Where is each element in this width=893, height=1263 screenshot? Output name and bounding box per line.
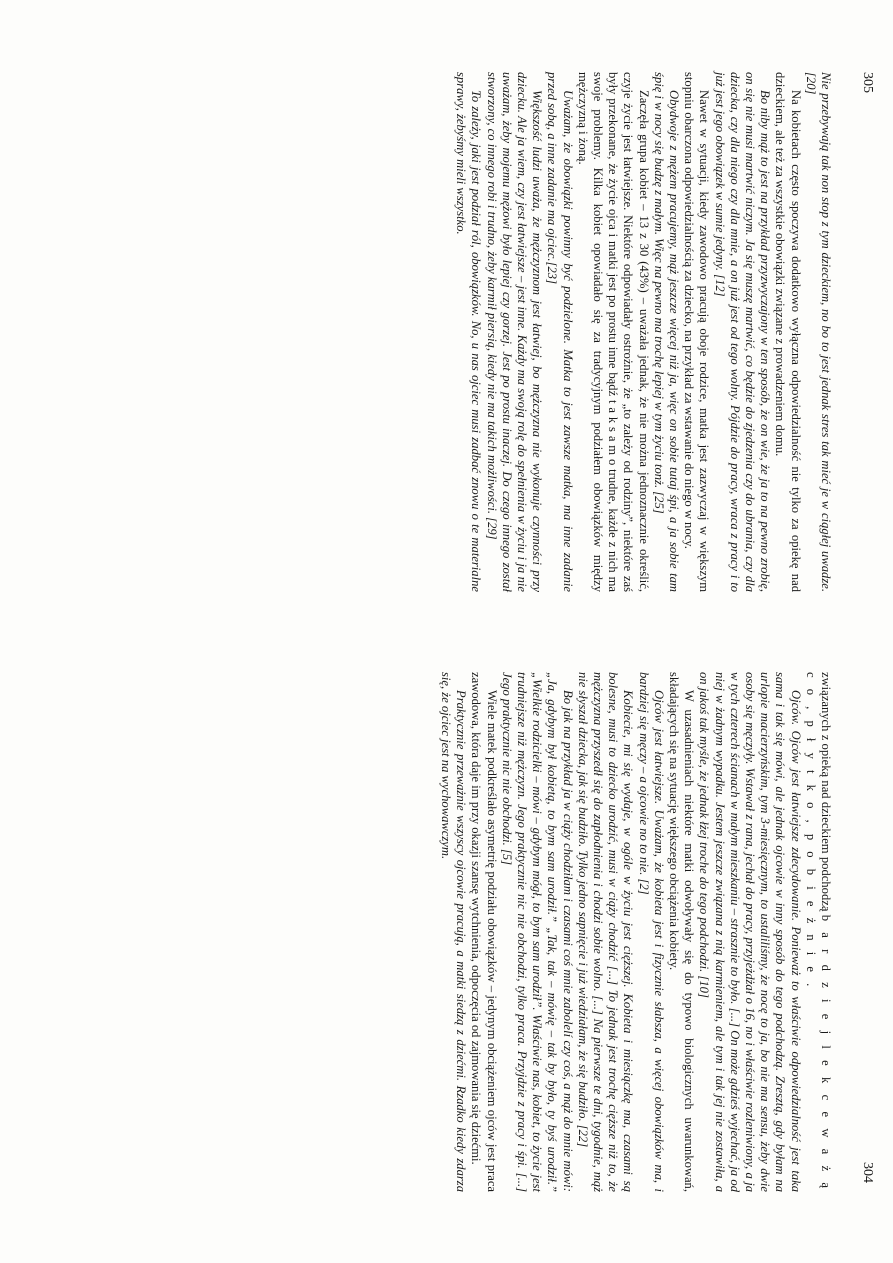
paragraph: Wiele matek podkreślało asymetrię podziału obowiązków – jedynym obciążeniem ojców jest praca zawodowa, która daje im przy okazji szansę wytchnienia, odpoczęcia od zajmowania się dziećmi. bbox=[469, 672, 499, 1192]
paragraph: W uzasadnieniach niektóre matki odwoływały się do typowo biologicznych uwarunkowań, składających się na sytuację większego obciążenia kobiety. bbox=[666, 672, 697, 1192]
page-number-right: 305 bbox=[860, 72, 875, 93]
paragraph: Bo jak na przykład ja w ciąży chodziłam i czasami coś mnie zabolelí czy coś, a mąż do mnie mówi: „Ja, gdybym był kobietą, to bym sam urodził.” „Tak, tak – mówię – tak by było, ty byś urodził.” „Wielkie rodzicielki – mówi – gdybym mógł, to bym sam urodził”. Właściwie nas, kobiet, to życie jest trudniejsze niż mężczyzn. Jego praktycznie nic nie obchodzi, tylko praca. Przyjdzie z pracy i śpi. [...] Jego praktycznie nic nie obchodzi. [5] bbox=[499, 672, 575, 1192]
paragraph: Kobiecie, mi się wydaje, w ogóle w życiu jest cięższej. Kobieta i miesiączkę ma, czasami są bolesne, musi to dziecko urodzić, musi w ciąży chodzić [...] To jednak jest trochę cięższe niż to, że mężczyzna przyszedł się do zapłodnienia i chodzi sobie wolno. [...] Na pierwsze te dni, tygodnie, mąż nie słyszał dziecka, jak się budziło. Tylko jedno sapnięcie i już wiedziałam, że się budziło. [22] bbox=[575, 672, 636, 1192]
paragraph: Nawet w sytuacji, kiedy zawodowo pracują oboje rodzice, matka jest zazwyczaj w większym stopniu obarczona odpowiedzialnością za dziecko, na przykład za wstawanie do niego w nocy. bbox=[682, 72, 712, 592]
page-305-text bbox=[453, 72, 833, 592]
lead-plain-text: związanych z opieką nad dzieckiem podchodzą bbox=[819, 672, 833, 912]
paragraph: Ojców jest łatwiejsze. Uważam, że kobieta jest i fizycznie słabsza, a więcej obowiązków ma, i bardziej się męczy – a ojcowie no to nie. [2] bbox=[636, 672, 666, 1192]
paragraph: Praktycznie przeważnie wszyscy ojcowie pracują, a matki siedzą z dziećmi. Rzadko kiedy zdarza się, że ojciec jest na wychowawczym. bbox=[438, 672, 469, 1192]
paragraph: Ojców. Ojców jest łatwiejsze zdecydowanie. Ponieważ to właściwie odpowiedzialność jest taka sama i tak się mówi, ale jednak ojcowie w inny sposób do tego podchodzą. Zresztą, gdy byłam na urlopie macierzyńskim, tym 3-miesięcznym, to ustaliliśmy, że nocę to ja, bo nie ma sensu, żeby dwie osoby się męczyły. Wstawał z rana, jechał do pracy, przyjeżdżał o 16, no i właściwie rozleniwiony, a ja w tych czterech ścianach w małym mieszkaniu – strasznie to było. [...] On może gdzieś wyjechać, ja od niej w żadnym wypadku. Jestem jeszcze związana z nią karmieniem, ale tym i tak jej nie zostawiła, a on jakoś tak myśle, że jednak łżej troche do tego podchodzi. [10] bbox=[697, 672, 803, 1192]
paragraph: Uważam, że obowiązki powinny być podzielone. Matka to jest zawsze matka, ma inne zadanie przed sobą, a inne zadanie ma ojciec.[23] bbox=[545, 72, 575, 592]
paragraph: Obydwoje z mężem pracujemy, mąż jeszcze więcej niż ja, więc on sobie tutaj śpi, a ja sobie tam śpię i w nocy się budzę z małym. Więc na pewno ma trochę lepiej w tym życiu tonż. [25] bbox=[651, 72, 681, 592]
page-number-left: 304 bbox=[860, 1162, 875, 1183]
paragraph: Nie przebywają tak non stop z tym dzieckiem, no bo to jest jednak stres tak mieć je w ciągłej uwadze. [20] bbox=[803, 72, 833, 592]
paragraph: Bo niby mąż to jest na przykład przyzwyczajony w ten sposób, że on wie, że ja to na pewno zrobię, on się nie musi martwić niczym. Ja się muszę martwić, co będzie do zjedzenia czy do ubrania, czy dla dziecka, czy dla niego czy dla mnie, a on już jest od tego wolny. Pójdzie do pracy, wraca z pracy i to już jest jego obowiązek w sumie jedyny. [12] bbox=[712, 72, 773, 592]
page-304-text bbox=[438, 672, 833, 1192]
lead-paragraph bbox=[803, 672, 833, 1192]
paragraph: Większość ludzi uważa, że mężczyznom jest łatwiej, bo mężczyzna nie wykonuje czynności przy dziecku. Ale ja wiem, czy jest łatwiejsze – jest inne. Każdy ma swoją rolę do spełnienia w życiu i ja nie uważam, żeby mojemu mężowi było lepiej czy gorzej. Jest po prostu inaczej. Do czego innego został stworzony, co innego robi i trudno, żeby karmił piersią, kiedy nie ma takich możliwości. [29] bbox=[484, 72, 545, 592]
paragraph: Na kobietach często spoczywa dodatkowo wyłączna odpowiedzialność nie tylko za opiekę nad dzieckiem, ale też za wszystkie obowiązki związane z prowadzeniem domu. bbox=[773, 72, 803, 592]
paragraph: To zależy, jaki jest podział ról, obowiązków. No, u nas ojciec musi zadbać znowu o te materialne sprawy, żebyśmy mieli wszystko. bbox=[454, 72, 484, 592]
paragraph: Zaczęła grupa kobiet – 13 z 30 (43%) – uważała jednak, że nie można jednoznacznie określić, czyje życie jest łatwiejsze. Niektóre odpowiadały ostrożnie, że „to zależy od rodziny”, niektóre zaś były przekonane, że życie ojca i matki jest po prostu inne bądź t a k s a m o trudne, każde z nich ma swoje problemy. Kilka kobiet opowiadało się za tradycyjnym podziałem obowiązków między mężczyzną i żoną. bbox=[575, 72, 651, 592]
lead-spaced-text: b a r d z i e j l e k c e w a ż ą c o , p ł y t k o , p o b i e ż n i e . bbox=[803, 672, 833, 1192]
